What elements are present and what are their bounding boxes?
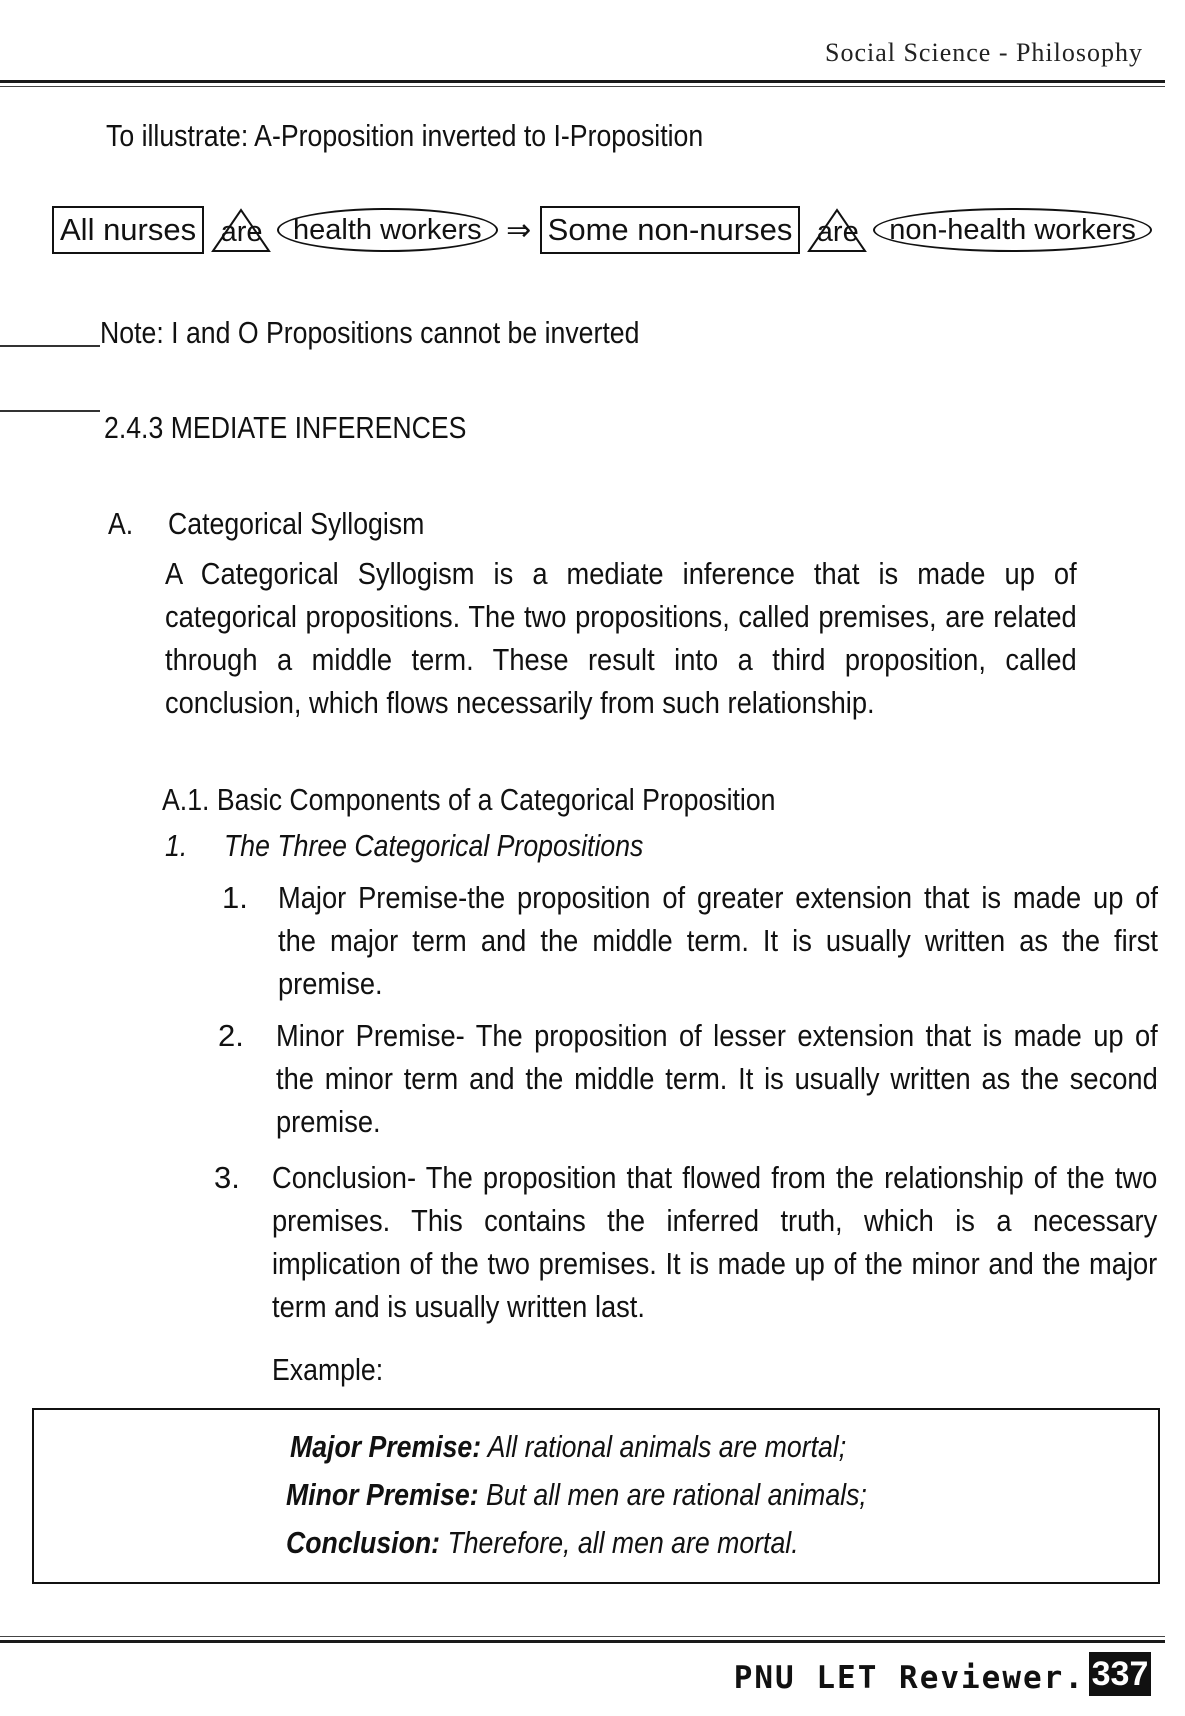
- running-header: Social Science - Philosophy: [824, 38, 1143, 67]
- component-item: [272, 1156, 1158, 1328]
- component-number: 3.: [214, 1160, 240, 1195]
- footer-rule: [0, 1640, 1165, 1643]
- component-item: [278, 876, 1158, 1005]
- component-number: 2.: [218, 1018, 244, 1053]
- component-item: [276, 1014, 1158, 1143]
- component-number: 1.: [222, 880, 248, 915]
- right-copula-text: are: [816, 216, 859, 248]
- subsection-title: Categorical Syllogism: [168, 506, 425, 541]
- component-text: Major Premise-the proposition of greater extension that is made up of the major term and the middle term. It is usually written as the first premise.: [278, 880, 1158, 1001]
- list-heading: The Three Categorical Propositions: [224, 828, 644, 863]
- inversion-arrow: ⇒: [506, 213, 532, 247]
- syllogism-definition-text: A Categorical Syllogism is a mediate inference that is made up of categorical propositions. The two propositions, called premises, are related through a middle term. These result into a third proposition, called conclusion, which flows necessarily from such relationship.: [165, 556, 1077, 720]
- right-copula-triangle: [805, 207, 869, 253]
- page-number: 337: [1089, 1652, 1151, 1696]
- major-premise-label: Major Premise:: [290, 1429, 482, 1464]
- inversion-diagram: [52, 206, 1162, 262]
- header-rule-thin: [0, 86, 1165, 87]
- margin-mark: [0, 345, 100, 347]
- section-title: 2.4.3 MEDIATE INFERENCES: [104, 410, 467, 445]
- left-subject-box: All nurses: [52, 206, 204, 254]
- inversion-note: Note: I and O Propositions cannot be inverted: [100, 315, 640, 350]
- left-predicate-oval: health workers: [277, 208, 498, 252]
- right-subject-box: Some non-nurses: [540, 206, 801, 254]
- component-text: Conclusion- The proposition that flowed from the relationship of the two premises. This contains the inferred truth, which is a necessary implication of the two premises. It is made up of the minor and the major term and is usually written last.: [272, 1160, 1158, 1324]
- right-predicate-oval: non-health workers: [873, 208, 1152, 252]
- conclusion-line: [286, 1520, 799, 1566]
- minor-premise-line: [286, 1472, 867, 1518]
- conclusion-text: Therefore, all men are mortal.: [440, 1525, 799, 1560]
- illustration-intro: To illustrate: A-Proposition inverted to I-Proposition: [106, 118, 704, 153]
- footer-rule-thin: [0, 1636, 1165, 1637]
- margin-mark: [0, 410, 100, 412]
- major-premise-line: [290, 1424, 846, 1470]
- list-marker: 1.: [165, 828, 188, 863]
- example-box: [32, 1408, 1160, 1584]
- example-label: Example:: [272, 1352, 384, 1387]
- footer-title: PNU LET Reviewer.: [733, 1660, 1085, 1696]
- component-text: Minor Premise- The proposition of lesser extension that is made up of the minor term and the middle term. It is usually written as the second premise.: [276, 1018, 1158, 1139]
- left-copula-text: are: [220, 216, 263, 248]
- syllogism-definition: [165, 552, 1075, 724]
- major-premise-text: All rational animals are mortal;: [481, 1429, 847, 1464]
- minor-premise-label: Minor Premise:: [286, 1477, 479, 1512]
- conclusion-label: Conclusion:: [286, 1525, 441, 1560]
- subsection-marker: A.: [108, 506, 134, 541]
- subsubsection-title: A.1. Basic Components of a Categorical Proposition: [162, 782, 776, 817]
- minor-premise-text: But all men are rational animals;: [478, 1477, 867, 1512]
- left-copula-triangle: [209, 207, 273, 253]
- header-rule: [0, 80, 1165, 83]
